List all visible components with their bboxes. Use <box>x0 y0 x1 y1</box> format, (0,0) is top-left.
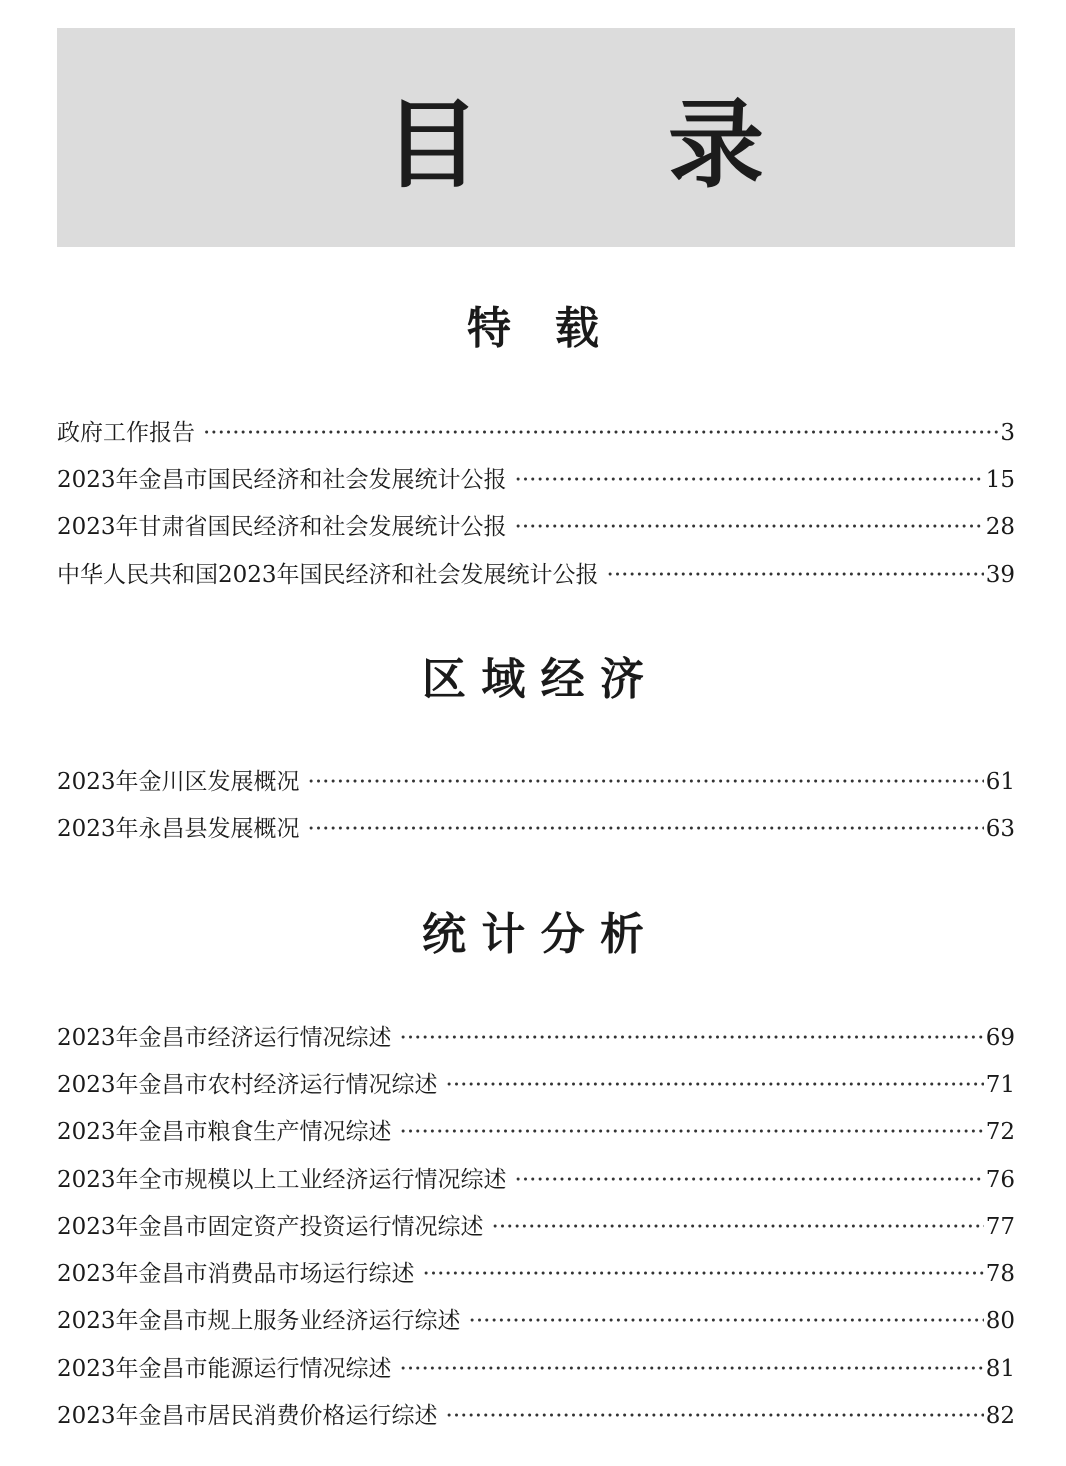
toc-entry[interactable] <box>57 456 1015 503</box>
toc-entry-title: 中华人民共和国2023年国民经济和社会发展统计公报 <box>57 561 599 588</box>
page-title-char-2: 录 <box>668 88 764 201</box>
toc-dot-leader <box>400 1354 984 1384</box>
toc-entry-page: 3 <box>1000 419 1015 446</box>
toc-dot-leader <box>515 465 984 495</box>
title-banner <box>57 28 1015 247</box>
toc-entry[interactable] <box>57 1203 1015 1250</box>
toc-entry-page: 15 <box>985 466 1015 493</box>
toc-list-regional-economy <box>57 758 1015 853</box>
toc-entry-title: 2023年金昌市居民消费价格运行综述 <box>57 1403 438 1430</box>
toc-dot-leader <box>400 1023 984 1053</box>
toc-entry[interactable] <box>57 551 1015 598</box>
toc-entry-title: 2023年全市规模以上工业经济运行情况综述 <box>57 1166 507 1193</box>
toc-entry[interactable] <box>57 1250 1015 1297</box>
toc-entry-title: 2023年金昌市规上服务业经济运行综述 <box>57 1308 461 1335</box>
toc-entry[interactable] <box>57 1014 1015 1061</box>
toc-dot-leader <box>203 418 998 448</box>
toc-entry-page: 77 <box>985 1213 1015 1240</box>
toc-dot-leader <box>515 512 984 542</box>
toc-dot-leader <box>400 1117 984 1147</box>
toc-dot-leader <box>446 1070 984 1100</box>
toc-entry-page: 82 <box>985 1403 1015 1430</box>
toc-entry[interactable] <box>57 1392 1015 1439</box>
toc-entry-page: 69 <box>985 1024 1015 1051</box>
toc-entry-page: 71 <box>985 1071 1015 1098</box>
toc-entry-page: 72 <box>985 1119 1015 1146</box>
toc-dot-leader <box>446 1401 984 1431</box>
toc-entry[interactable] <box>57 409 1015 456</box>
toc-list-statistical-analysis <box>57 1014 1015 1440</box>
toc-dot-leader <box>308 814 984 844</box>
toc-entry[interactable] <box>57 758 1015 805</box>
section-heading-statistical-analysis: 统 计 分 析 <box>422 909 644 960</box>
toc-entry[interactable] <box>57 1109 1015 1156</box>
toc-entry-title: 2023年金昌市农村经济运行情况综述 <box>57 1071 438 1098</box>
toc-entry-page: 28 <box>985 514 1015 541</box>
toc-dot-leader <box>469 1306 984 1336</box>
toc-entry[interactable] <box>57 1345 1015 1392</box>
toc-dot-leader <box>515 1165 984 1195</box>
page-title-char-1: 目 <box>384 88 480 201</box>
toc-entry-title: 2023年金川区发展概况 <box>57 768 300 795</box>
toc-entry[interactable] <box>57 1156 1015 1203</box>
toc-entry[interactable] <box>57 1061 1015 1108</box>
toc-entry[interactable] <box>57 805 1015 852</box>
toc-entry-title: 2023年永昌县发展概况 <box>57 815 300 842</box>
toc-entry-title: 2023年甘肃省国民经济和社会发展统计公报 <box>57 514 507 541</box>
toc-entry-page: 61 <box>985 768 1015 795</box>
toc-dot-leader <box>607 560 984 590</box>
toc-entry-title: 2023年金昌市固定资产投资运行情况综述 <box>57 1213 484 1240</box>
toc-list-special <box>57 409 1015 598</box>
toc-entry-title: 2023年金昌市能源运行情况综述 <box>57 1355 392 1382</box>
toc-entry[interactable] <box>57 504 1015 551</box>
toc-entry-title: 2023年金昌市国民经济和社会发展统计公报 <box>57 466 507 493</box>
toc-entry[interactable] <box>57 1298 1015 1345</box>
toc-entry-page: 78 <box>985 1261 1015 1288</box>
toc-entry-page: 81 <box>985 1355 1015 1382</box>
toc-entry-page: 76 <box>985 1166 1015 1193</box>
toc-entry-page: 39 <box>985 561 1015 588</box>
toc-entry-title: 2023年金昌市粮食生产情况综述 <box>57 1119 392 1146</box>
toc-entry-title: 政府工作报告 <box>57 419 195 446</box>
toc-dot-leader <box>308 767 984 797</box>
toc-entry-title: 2023年金昌市消费品市场运行综述 <box>57 1261 415 1288</box>
toc-entry-page: 80 <box>985 1308 1015 1335</box>
toc-dot-leader <box>423 1259 984 1289</box>
section-heading-regional-economy: 区 域 经 济 <box>422 654 644 705</box>
toc-entry-page: 63 <box>985 815 1015 842</box>
toc-dot-leader <box>492 1212 984 1242</box>
section-heading-special: 特 载 <box>467 303 599 354</box>
toc-entry-title: 2023年金昌市经济运行情况综述 <box>57 1024 392 1051</box>
